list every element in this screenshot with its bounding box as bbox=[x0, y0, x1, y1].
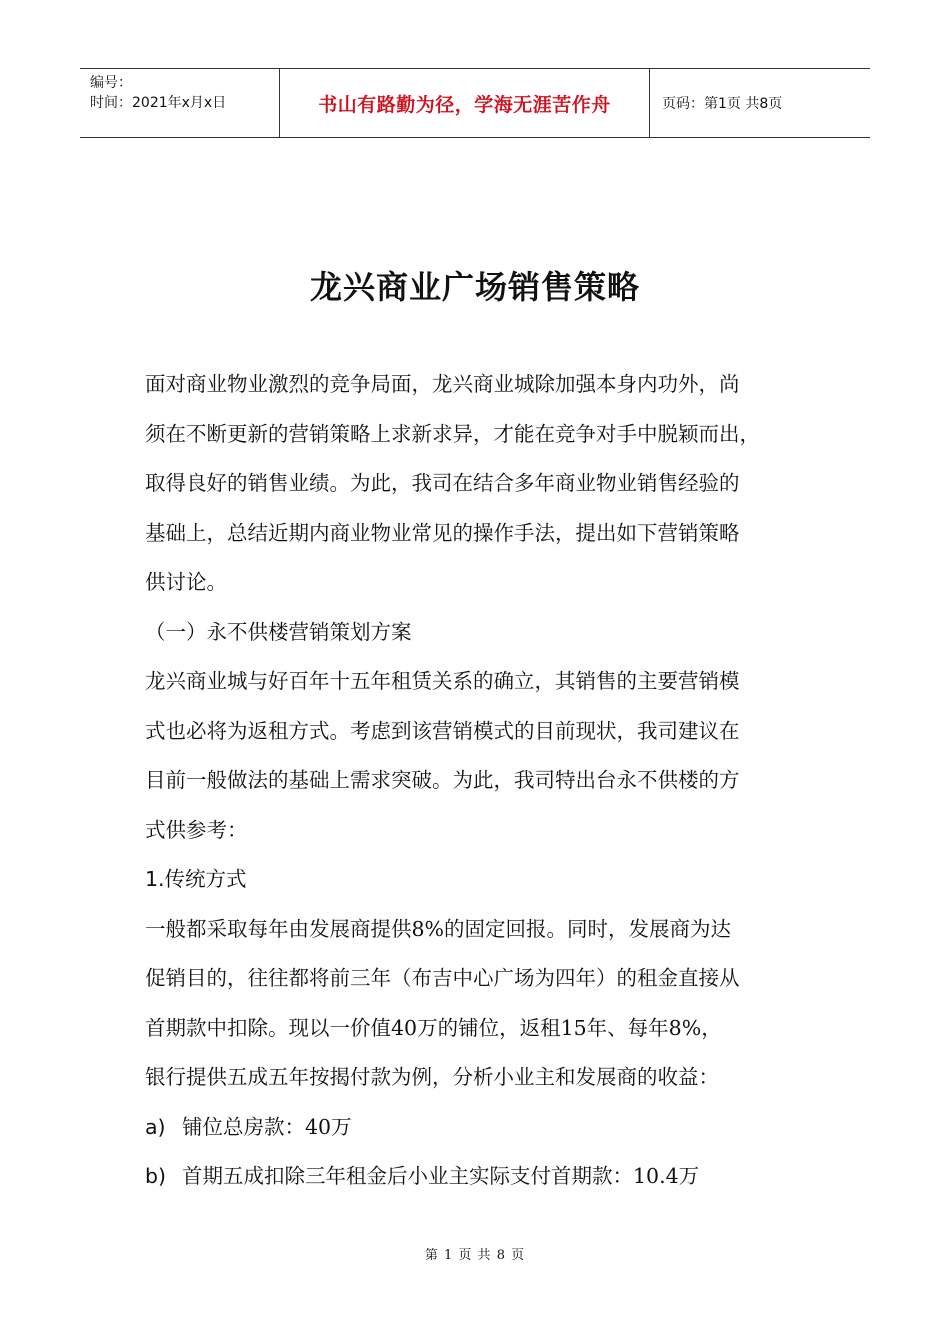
list-marker: b) bbox=[145, 1164, 167, 1188]
motto: 书山有路勤为径，学海无涯苦作舟 bbox=[318, 93, 611, 116]
paragraph-line: 一般都采取每年由发展商提供8%的固定回报。同时，发展商为达 bbox=[145, 916, 732, 941]
number-label: 编号： bbox=[90, 75, 132, 91]
list-item-text: 首期五成扣除三年租金后小业主实际支付首期款：10.4万 bbox=[182, 1164, 700, 1188]
paragraph-line: 银行提供五成五年按揭付款为例，分析小业主和发展商的收益： bbox=[145, 1065, 719, 1089]
document-body bbox=[145, 360, 810, 1202]
header-motto-cell bbox=[280, 69, 650, 137]
list-item-text: 铺位总房款：40万 bbox=[182, 1114, 352, 1139]
page-footer: 第 1 页 共 8 页 bbox=[424, 1248, 526, 1263]
paragraph-line: 式供参考： bbox=[145, 817, 248, 842]
paragraph-line: 目前一般做法的基础上需求突破。为此，我司特出台永不供楼的方 bbox=[145, 768, 740, 792]
paragraph-line: 面对商业物业激烈的竞争局面，龙兴商业城除加强本身内功外，尚 bbox=[145, 372, 740, 396]
header-meta bbox=[80, 69, 280, 137]
page-info: 页码：第1页 共8页 bbox=[662, 96, 783, 112]
list-item bbox=[145, 1152, 810, 1202]
time-label: 时间：2021年x月x日 bbox=[90, 95, 227, 111]
document-title: 龙兴商业广场销售策略 bbox=[309, 268, 640, 306]
header-page-cell bbox=[650, 69, 870, 137]
paragraph-line: 促销目的，往往都将前三年（布吉中心广场为四年）的租金直接从 bbox=[145, 966, 740, 990]
paragraph-line: 基础上，总结近期内商业物业常见的操作手法，提出如下营销策略 bbox=[145, 520, 740, 545]
paragraph-line: 供讨论。 bbox=[145, 570, 227, 594]
section-heading: （一）永不供楼营销策划方案 bbox=[145, 619, 412, 644]
list-marker: a) bbox=[145, 1114, 166, 1139]
paragraph-line: 式也必将为返租方式。考虑到该营销模式的目前现状，我司建议在 bbox=[145, 718, 740, 743]
paragraph-line: 取得良好的销售业绩。为此，我司在结合多年商业物业销售经验的 bbox=[145, 471, 740, 495]
paragraph-line: 须在不断更新的营销策略上求新求异，才能在竞争对手中脱颖而出， bbox=[145, 421, 760, 446]
document-header bbox=[80, 68, 870, 138]
subsection-heading: 1.传统方式 bbox=[145, 867, 247, 891]
paragraph-line: 首期款中扣除。现以一价值40万的铺位，返租15年、每年8%， bbox=[145, 1015, 722, 1040]
list-item bbox=[145, 1103, 810, 1153]
paragraph-line: 龙兴商业城与好百年十五年租赁关系的确立，其销售的主要营销模 bbox=[145, 669, 740, 693]
